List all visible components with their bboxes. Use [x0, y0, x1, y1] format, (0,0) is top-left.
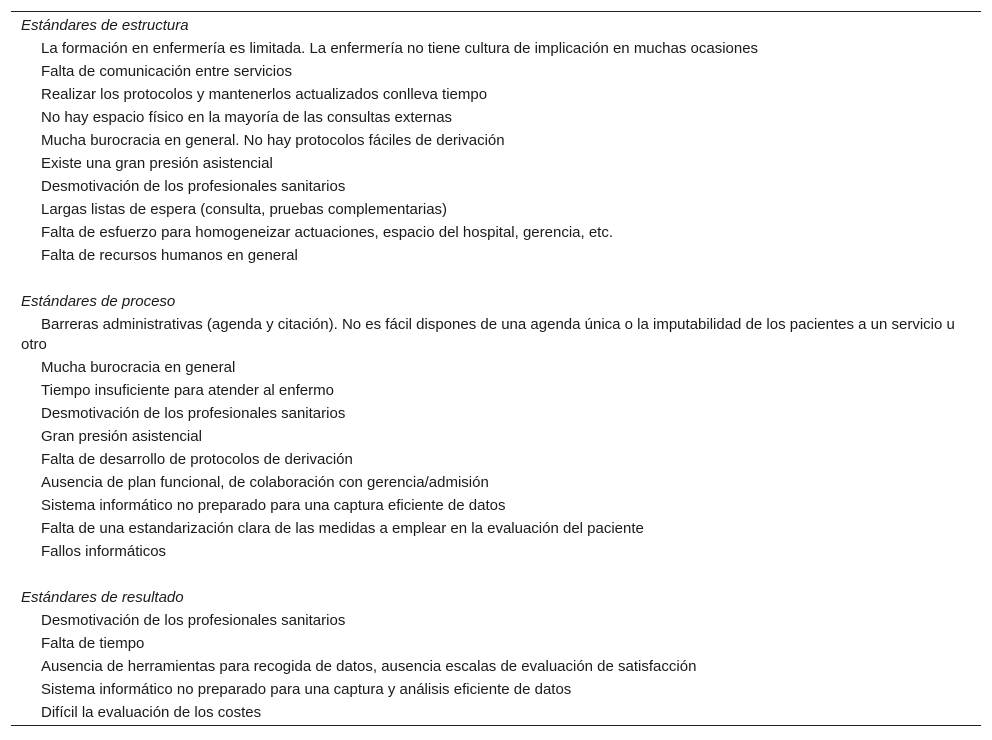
section-heading: Estándares de resultado [21, 589, 184, 606]
section-process [11, 290, 981, 563]
list-item: Sistema informático no preparado para una captura eficiente de datos [41, 497, 506, 514]
section-structure [11, 14, 981, 267]
list-item: Ausencia de herramientas para recogida de datos, ausencia escalas de evaluación de satisfacción [41, 658, 697, 675]
list-item: Mucha burocracia en general [41, 359, 236, 376]
list-item: Sistema informático no preparado para una captura y análisis eficiente de datos [41, 681, 572, 698]
list-item: Falta de comunicación entre servicios [41, 63, 292, 80]
list-item: Falta de una estandarización clara de las medidas a emplear en la evaluación del paciente [41, 520, 644, 537]
list-item: Barreras administrativas (agenda y citación). No es fácil dispones de una agenda única o la imputabilidad de los pacientes a un servicio u otro [21, 316, 955, 353]
list-item: Existe una gran presión asistencial [41, 155, 273, 172]
section-heading: Estándares de proceso [21, 293, 176, 310]
list-item: Falta de recursos humanos en general [41, 247, 298, 264]
list-item: Difícil la evaluación de los costes [41, 704, 262, 721]
list-item: Realizar los protocolos y mantenerlos actualizados conlleva tiempo [41, 86, 488, 103]
list-item: Desmotivación de los profesionales sanitarios [41, 612, 346, 629]
list-item: Falta de esfuerzo para homogeneizar actuaciones, espacio del hospital, gerencia, etc. [41, 224, 614, 241]
list-item: Falta de tiempo [41, 635, 145, 652]
list-item: No hay espacio físico en la mayoría de las consultas externas [41, 109, 453, 126]
list-item: Desmotivación de los profesionales sanitarios [41, 178, 346, 195]
list-item: Mucha burocracia en general. No hay protocolos fáciles de derivación [41, 132, 505, 149]
list-item: Ausencia de plan funcional, de colaboración con gerencia/admisión [41, 474, 489, 491]
barriers-table [11, 11, 981, 726]
list-item: Desmotivación de los profesionales sanitarios [41, 405, 346, 422]
list-item: La formación en enfermería es limitada. La enfermería no tiene cultura de implicación en muchas ocasiones [41, 40, 759, 57]
list-item: Tiempo insuficiente para atender al enfermo [41, 382, 334, 399]
section-outcome [11, 586, 981, 724]
list-item: Falta de desarrollo de protocolos de derivación [41, 451, 353, 468]
list-item: Fallos informáticos [41, 543, 167, 560]
list-item: Gran presión asistencial [41, 428, 202, 445]
list-item: Largas listas de espera (consulta, pruebas complementarias) [41, 201, 448, 218]
section-heading: Estándares de estructura [21, 17, 189, 34]
